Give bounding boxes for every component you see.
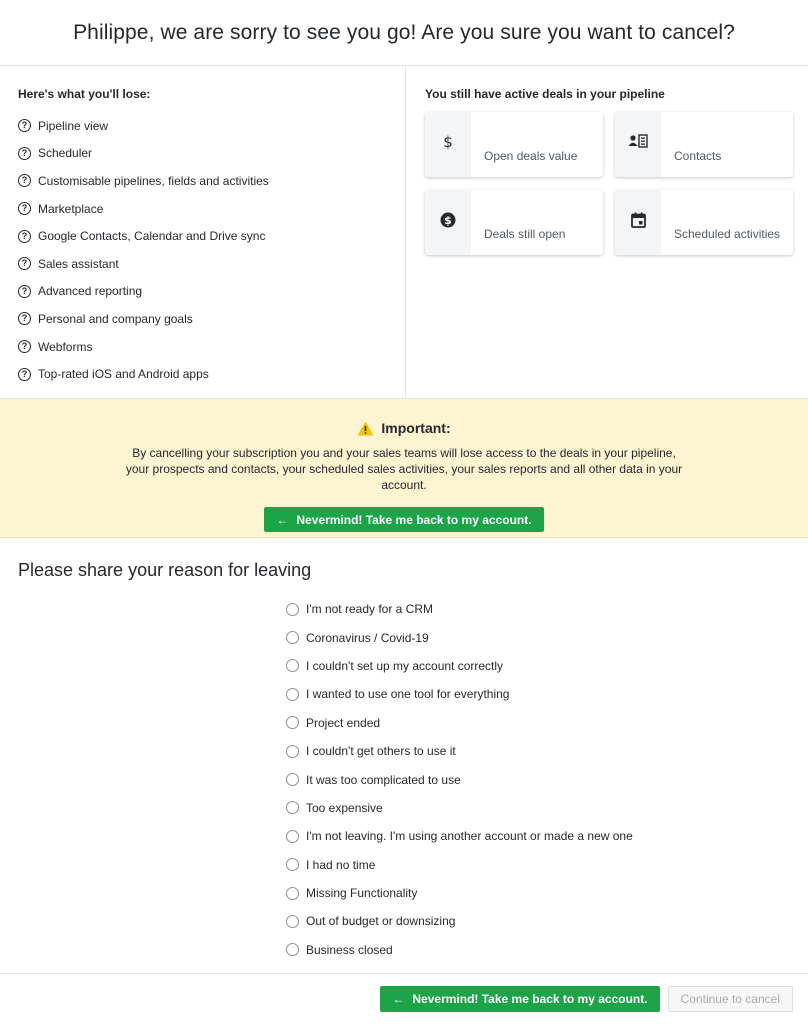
reason-option[interactable] [286,623,808,651]
reason-option[interactable] [286,822,808,850]
card-label: Open deals value [484,149,578,163]
feature-label: Sales assistant [38,256,119,271]
arrow-left-icon: ← [392,992,405,1006]
svg-text:$: $ [444,214,452,227]
feature-label: Marketplace [38,201,104,216]
radio-button[interactable] [286,688,299,701]
reason-option-label[interactable]: I couldn't get others to use it [306,744,456,759]
feature-item [18,250,387,278]
reason-option-label[interactable]: Too expensive [306,800,383,815]
question-circle-icon[interactable]: ? [18,147,31,160]
question-circle-icon[interactable]: ? [18,285,31,298]
reason-option[interactable] [286,794,808,822]
card-label: Deals still open [484,227,566,241]
feature-item [18,112,387,140]
feature-label: Google Contacts, Calendar and Drive sync [38,229,266,244]
reason-option-label[interactable]: I'm not ready for a CRM [306,602,433,617]
reason-option-label[interactable]: Out of budget or downsizing [306,914,456,929]
card-label: Scheduled activities [674,227,781,241]
radio-button[interactable] [286,745,299,758]
features-lost-list [18,112,387,388]
card-scheduled-activities [615,190,793,255]
reason-option-label[interactable]: Missing Functionality [306,886,418,901]
active-deals-panel [406,66,808,398]
nevermind-button-label: Nevermind! Take me back to my account. [296,512,532,527]
contact-card-icon [628,134,648,148]
footer-nevermind-button[interactable] [380,986,659,1012]
feature-item [18,305,387,333]
reason-option[interactable] [286,737,808,765]
important-banner [0,399,808,538]
card-contacts [615,112,793,177]
reason-option-label[interactable]: Business closed [306,942,393,957]
dollar-icon [441,134,455,150]
radio-button[interactable] [286,887,299,900]
reason-title: Please share your reason for leaving [18,560,312,580]
reason-option[interactable] [286,680,808,708]
reason-option[interactable] [286,879,808,907]
question-circle-icon[interactable]: ? [18,202,31,215]
question-circle-icon[interactable]: ? [18,119,31,132]
warning-icon [357,421,374,436]
reason-option-label[interactable]: Project ended [306,715,381,730]
reason-section [0,538,808,964]
active-deals-title: You still have active deals in your pipeline [425,87,665,101]
nevermind-button[interactable] [264,507,543,532]
card-open-deals-value [425,112,603,177]
reason-option[interactable] [286,851,808,879]
radio-button[interactable] [286,830,299,843]
feature-item [18,360,387,388]
feature-label: Pipeline view [38,118,109,133]
question-circle-icon[interactable]: ? [18,174,31,187]
reason-option-label[interactable]: It was too complicated to use [306,772,461,787]
page-header [0,0,808,66]
question-circle-icon[interactable]: ? [18,230,31,243]
feature-item [18,222,387,250]
reason-option[interactable] [286,936,808,964]
features-lost-panel [0,66,406,398]
reason-option-label[interactable]: I'm not leaving. I'm using another account or made a new one [306,829,633,844]
radio-button[interactable] [286,858,299,871]
question-circle-icon[interactable]: ? [18,257,31,270]
page-title: Philippe, we are sorry to see you go! Are you sure you want to cancel? [73,20,735,44]
feature-item [18,195,387,223]
feature-label: Webforms [38,339,93,354]
radio-button[interactable] [286,773,299,786]
reason-option[interactable] [286,709,808,737]
radio-button[interactable] [286,915,299,928]
feature-item [18,140,387,168]
feature-item [18,278,387,306]
footer-bar [0,973,808,1024]
features-lost-title: Here's what you'll lose: [18,87,151,101]
arrow-left-icon: ← [276,512,289,527]
radio-button[interactable] [286,716,299,729]
feature-label: Customisable pipelines, fields and activities [38,173,269,188]
dollar-coin-icon [440,212,456,228]
feature-label: Advanced reporting [38,284,143,299]
top-section [0,66,808,399]
card-deals-still-open [425,190,603,255]
feature-label: Scheduler [38,146,93,161]
reason-option-label[interactable]: I wanted to use one tool for everything [306,687,510,702]
reason-option[interactable] [286,652,808,680]
feature-item [18,167,387,195]
feature-label: Personal and company goals [38,311,193,326]
card-label: Contacts [674,149,722,163]
question-circle-icon[interactable]: ? [18,312,31,325]
calendar-icon [631,212,646,228]
radio-button[interactable] [286,603,299,616]
reason-option-label[interactable]: I had no time [306,857,376,872]
radio-button[interactable] [286,801,299,814]
reason-options [286,595,808,964]
svg-text:$: $ [443,134,453,150]
question-circle-icon[interactable]: ? [18,340,31,353]
continue-to-cancel-button[interactable]: Continue to cancel [668,986,793,1012]
reason-option[interactable] [286,907,808,935]
footer-nevermind-label: Nevermind! Take me back to my account. [412,992,648,1006]
radio-button[interactable] [286,943,299,956]
feature-label: Top-rated iOS and Android apps [38,367,209,382]
radio-button[interactable] [286,659,299,672]
reason-option-label[interactable]: Coronavirus / Covid-19 [306,630,429,645]
important-title: Important: [381,420,451,436]
reason-option[interactable] [286,765,808,793]
question-circle-icon[interactable]: ? [18,368,31,381]
reason-option-label[interactable]: I couldn't set up my account correctly [306,658,504,673]
important-text: By cancelling your subscription you and your sales teams will lose access to the deals in your pipeline, your prospects and contacts, your scheduled sales activities, your sales reports and all other data in your account. [125,446,683,492]
deal-cards [425,112,793,255]
feature-item [18,333,387,361]
radio-button[interactable] [286,631,299,644]
reason-option[interactable] [286,595,808,623]
